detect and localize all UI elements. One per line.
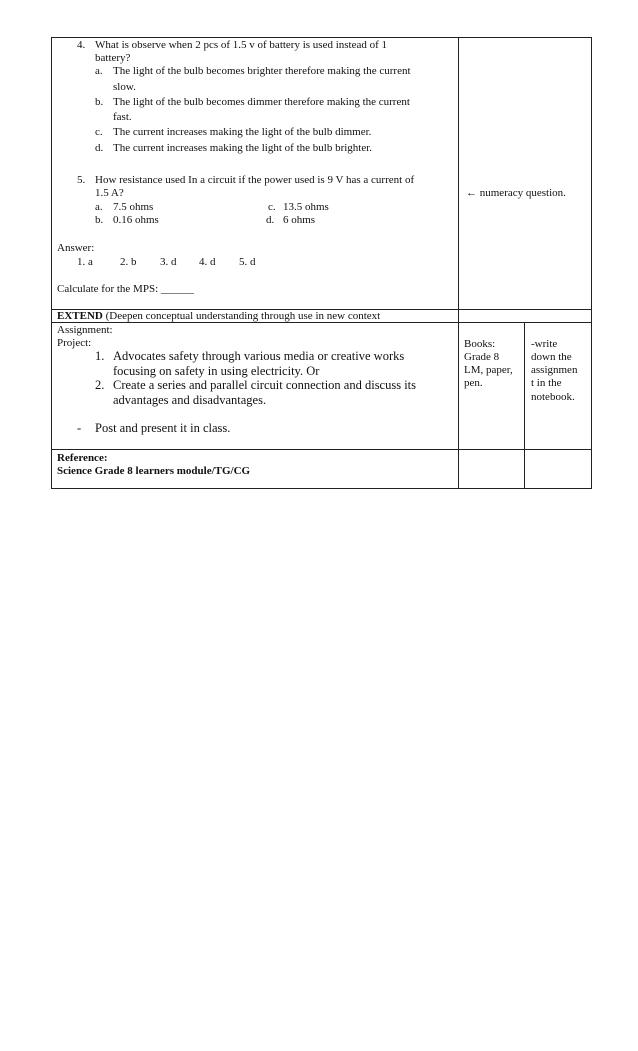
answer-item-1: 1. a [77,256,93,268]
column-divider-main [458,37,459,489]
materials-line-1: Books: [464,338,496,350]
q4-stem-line1: What is observe when 2 pcs of 1.5 v of battery is used instead of 1 [95,39,388,51]
extend-rest: (Deepen conceptual understanding through use in new context [105,310,381,322]
remarks-line-2: down the [531,351,572,363]
q4-option-a-letter: a. [95,65,103,77]
q5-option-b-letter: b. [95,214,104,226]
q4-option-b-line1: The light of the bulb becomes dimmer therefore making the current [113,96,410,108]
project-item-1-line1: Advocates safety through various media or creative works [113,349,405,363]
extend-heading [57,309,380,323]
q4-option-a-line1: The light of the bulb becomes brighter therefore making the current [113,65,411,77]
remarks-line-1: -write [531,338,558,350]
project-item-1-line2: focusing on safety in using electricity. Or [113,364,320,378]
q4-option-c-line1: The current increases making the light of the bulb dimmer. [113,126,372,138]
numeracy-note: ← numeracy question. [466,187,566,199]
answer-item-4: 4. d [199,256,216,268]
answer-item-5: 5. d [239,256,256,268]
q4-number: 4. [77,39,86,51]
extend-bold: EXTEND [57,310,103,322]
q4-option-c-letter: c. [95,126,103,138]
column-divider-remarks [524,322,525,489]
materials-line-4: pen. [464,377,483,389]
q5-option-d-letter: d. [266,214,275,226]
remarks-line-5: notebook. [531,391,575,403]
q5-option-d-text: 6 ohms [283,214,316,226]
q5-option-c-text: 13.5 ohms [283,201,329,213]
q4-option-d-line1: The current increases making the light of the bulb brighter. [113,142,373,154]
reference-text: Science Grade 8 learners module/TG/CG [57,465,251,477]
remarks-line-4: t in the [531,377,562,389]
materials-line-2: Grade 8 [464,351,500,363]
q5-number: 5. [77,174,86,186]
q5-stem-line2: 1.5 A? [95,187,124,199]
project-item-2-line2: advantages and disadvantages. [113,393,267,407]
project-item-2-num: 2. [95,378,105,392]
q5-option-a-text: 7.5 ohms [113,201,154,213]
remarks-line-3: assignmen [531,364,578,376]
q4-stem-line2: battery? [95,52,131,64]
q4-option-b-letter: b. [95,96,104,108]
project-label: Project: [57,337,92,349]
project-item-2-line1: Create a series and parallel circuit connection and discuss its [113,378,417,392]
post-text: Post and present it in class. [95,421,231,435]
row-divider-reference [51,449,592,450]
project-item-1-num: 1. [95,349,105,363]
answer-item-2: 2. b [120,256,137,268]
answer-label: Answer: [57,242,95,254]
q4-option-b-line2: fast. [113,111,132,123]
mps-line: Calculate for the MPS: ______ [57,283,194,295]
q4-option-a-line2: slow. [113,81,136,93]
q5-stem-line1: How resistance used In a circuit if the power used is 9 V has a current of [95,174,415,186]
q4-option-d-letter: d. [95,142,104,154]
q5-option-a-letter: a. [95,201,103,213]
assignment-label: Assignment: [57,324,113,336]
reference-label: Reference: [57,452,108,464]
q5-option-b-text: 0.16 ohms [113,214,159,226]
post-bullet: - [77,421,82,435]
q5-option-c-letter: c. [268,201,276,213]
answer-item-3: 3. d [160,256,177,268]
materials-line-3: LM, paper, [464,364,513,376]
